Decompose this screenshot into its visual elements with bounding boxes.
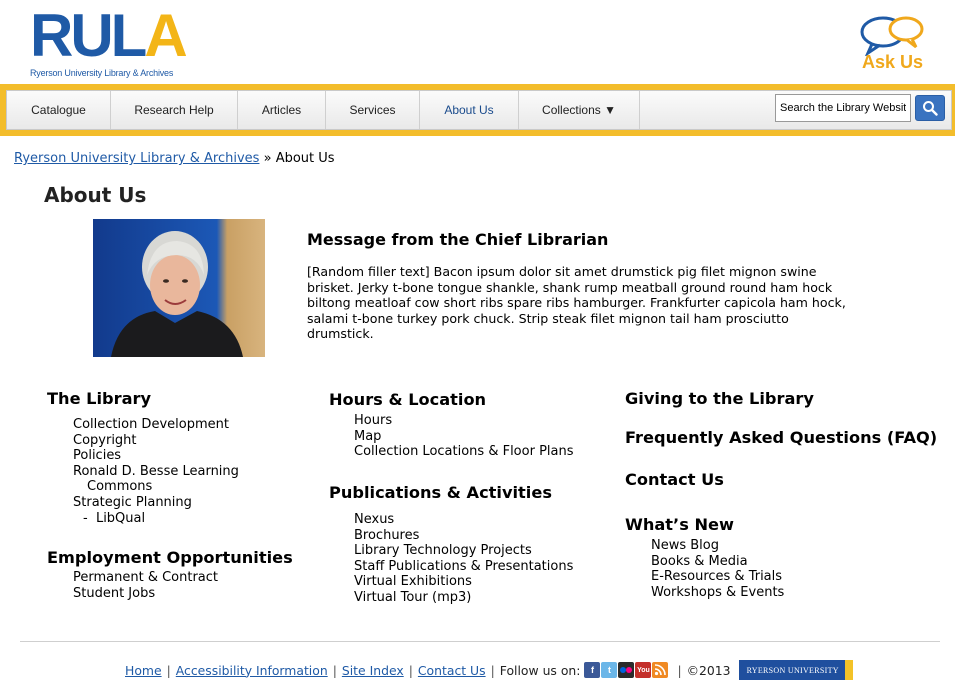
link-brochures[interactable]: Brochures bbox=[354, 527, 420, 543]
link-hours[interactable]: Hours bbox=[354, 413, 393, 428]
footer-link-accessibility[interactable]: Accessibility Information bbox=[175, 662, 328, 678]
section-title-hours-location[interactable]: Hours & Location bbox=[329, 390, 487, 409]
twitter-icon[interactable]: t bbox=[601, 662, 617, 678]
link-workshops-events[interactable]: Workshops & Events bbox=[651, 584, 785, 600]
youtube-icon[interactable]: You bbox=[635, 662, 651, 678]
link-strategic-planning[interactable]: Strategic Planning bbox=[73, 494, 192, 510]
section-title-giving[interactable]: Giving to the Library bbox=[625, 389, 814, 408]
ryerson-university-logo[interactable] bbox=[739, 660, 853, 680]
footer-separator: | bbox=[677, 662, 682, 678]
rss-icon[interactable] bbox=[652, 662, 668, 678]
nav-item-collections[interactable]: Collections ▼ bbox=[519, 91, 640, 129]
logo-text-blue: RUL bbox=[30, 2, 145, 69]
site-footer bbox=[125, 660, 853, 680]
section-title-contact[interactable]: Contact Us bbox=[625, 470, 724, 489]
link-libqual[interactable]: - LibQual bbox=[83, 510, 146, 526]
footer-separator: | bbox=[332, 662, 337, 678]
footer-link-contact[interactable]: Contact Us bbox=[417, 662, 486, 678]
link-books-media[interactable]: Books & Media bbox=[651, 553, 748, 569]
ryerson-logo-text: RYERSON UNIVERSITY bbox=[746, 665, 839, 675]
copyright-text: ©2013 bbox=[686, 662, 731, 678]
section-faq bbox=[625, 428, 937, 447]
breadcrumb-current: About Us bbox=[275, 151, 335, 166]
site-header bbox=[0, 0, 955, 84]
message-title: Message from the Chief Librarian bbox=[307, 230, 609, 249]
section-giving bbox=[625, 389, 814, 408]
link-nexus[interactable]: Nexus bbox=[354, 512, 395, 527]
nav-item-catalogue[interactable]: Catalogue bbox=[7, 91, 111, 129]
main-navigation bbox=[0, 84, 955, 136]
section-whats-new bbox=[625, 515, 784, 600]
section-publications bbox=[329, 483, 573, 606]
link-staff-publications[interactable]: Staff Publications & Presentations bbox=[354, 558, 574, 574]
link-library-tech-projects[interactable]: Library Technology Projects bbox=[354, 543, 532, 559]
follow-us-label: Follow us on: bbox=[499, 662, 581, 678]
footer-link-site-index[interactable]: Site Index bbox=[341, 662, 404, 678]
link-news-blog[interactable]: News Blog bbox=[651, 538, 719, 553]
search-input[interactable] bbox=[775, 94, 911, 122]
link-copyright[interactable]: Copyright bbox=[73, 432, 137, 448]
section-hours-location bbox=[329, 390, 574, 460]
page-title: About Us bbox=[44, 183, 147, 207]
footer-divider bbox=[20, 641, 940, 642]
facebook-icon[interactable]: f bbox=[584, 662, 600, 678]
link-collection-development[interactable]: Collection Development bbox=[73, 417, 229, 432]
nav-bar bbox=[6, 90, 952, 130]
logo-subtitle: Ryerson University Library & Archives bbox=[30, 68, 174, 78]
link-e-resources[interactable]: E-Resources & Trials bbox=[651, 569, 783, 585]
section-title-publications[interactable]: Publications & Activities bbox=[329, 483, 552, 502]
link-virtual-tour[interactable]: Virtual Tour (mp3) bbox=[354, 589, 472, 605]
section-title-the-library[interactable]: The Library bbox=[47, 389, 152, 408]
breadcrumb bbox=[14, 151, 335, 166]
nav-item-about-us[interactable]: About Us bbox=[420, 91, 519, 129]
section-the-library bbox=[47, 389, 239, 526]
speech-bubbles-icon bbox=[860, 16, 926, 56]
link-map[interactable]: Map bbox=[354, 428, 382, 444]
flickr-icon[interactable] bbox=[618, 662, 634, 678]
chief-librarian-photo bbox=[93, 219, 265, 357]
search-icon bbox=[922, 100, 938, 116]
footer-link-home[interactable]: Home bbox=[125, 662, 162, 678]
breadcrumb-home-link[interactable]: Ryerson University Library & Archives bbox=[14, 151, 260, 166]
link-permanent-contract[interactable]: Permanent & Contract bbox=[73, 570, 219, 585]
link-student-jobs[interactable]: Student Jobs bbox=[73, 585, 156, 601]
ask-us-link[interactable] bbox=[860, 16, 932, 74]
section-employment bbox=[47, 548, 293, 601]
search-button[interactable] bbox=[915, 95, 945, 121]
link-policies[interactable]: Policies bbox=[73, 448, 122, 464]
section-contact bbox=[625, 470, 724, 489]
nav-item-services[interactable]: Services bbox=[326, 91, 420, 129]
link-learning-commons-cont[interactable]: Commons bbox=[87, 479, 153, 495]
message-body: [Random filler text] Bacon ipsum dolor sit amet drumstick pig filet mignon swine brisket. Jerky t-bone tongue shankle, shank rump meatball ground round ham hock biltong meatloaf cow short ribs spare ribs hamburger. Frankfurter capicola ham hock, salami t-bone turkey pork chuck. Strip steak filet mignon tail ham prosciutto drumstick. bbox=[307, 264, 846, 342]
nav-item-research-help[interactable]: Research Help bbox=[111, 91, 238, 129]
link-virtual-exhibitions[interactable]: Virtual Exhibitions bbox=[354, 574, 472, 590]
footer-separator: | bbox=[408, 662, 413, 678]
section-title-employment[interactable]: Employment Opportunities bbox=[47, 548, 293, 567]
link-learning-commons[interactable]: Ronald D. Besse Learning bbox=[73, 463, 239, 479]
section-title-whats-new[interactable]: What’s New bbox=[625, 515, 734, 534]
footer-separator: | bbox=[166, 662, 171, 678]
rula-logo[interactable] bbox=[30, 2, 185, 78]
footer-separator: | bbox=[490, 662, 495, 678]
site-search bbox=[775, 94, 945, 122]
breadcrumb-separator: » bbox=[263, 151, 272, 166]
social-links bbox=[584, 662, 668, 678]
ask-us-label: Ask Us bbox=[862, 52, 924, 72]
nav-item-articles[interactable]: Articles bbox=[238, 91, 326, 129]
section-title-faq[interactable]: Frequently Asked Questions (FAQ) bbox=[625, 428, 938, 447]
link-collection-locations[interactable]: Collection Locations & Floor Plans bbox=[354, 444, 574, 460]
logo-text-gold: A bbox=[144, 2, 185, 69]
